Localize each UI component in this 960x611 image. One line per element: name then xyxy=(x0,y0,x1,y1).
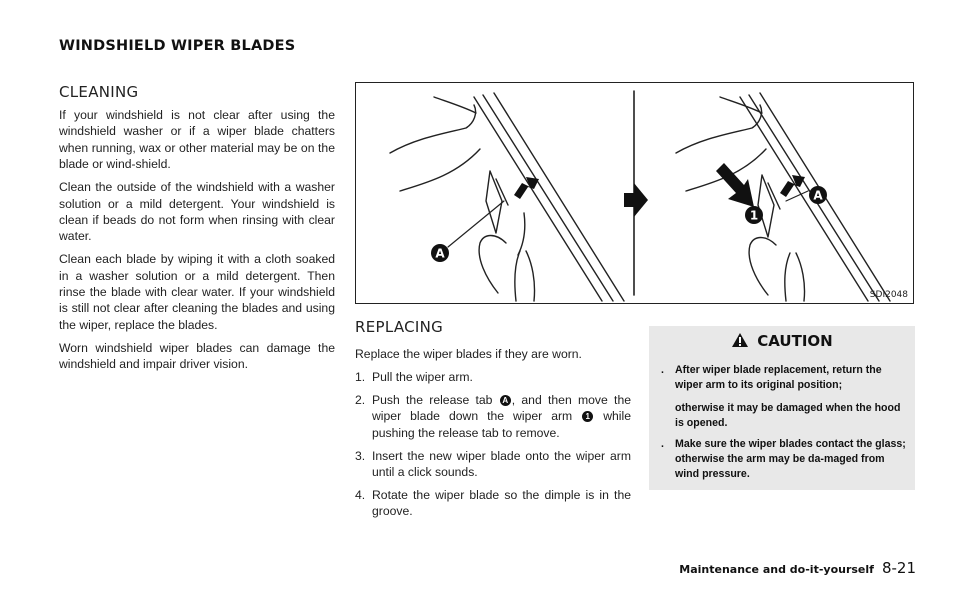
cleaning-paragraph: Clean the outside of the windshield with a washer solution or a mild detergent. Your windshield is clean if beads do not form when rinsing with clear water. xyxy=(59,180,335,244)
footer-section: Maintenance and do-it-yourself xyxy=(679,563,874,576)
caution-header xyxy=(649,332,915,352)
step-text-part: , and then move the wiper blade down the wiper arm xyxy=(372,392,632,424)
step-text-part: Push the release tab xyxy=(372,392,493,407)
replacing-heading: REPLACING xyxy=(355,318,444,336)
step-item xyxy=(355,487,631,520)
step-text: Rotate the wiper blade so the dimple is in the groove. xyxy=(372,487,631,519)
replacing-intro: Replace the wiper blades if they are worn. xyxy=(355,347,582,361)
svg-text:1: 1 xyxy=(749,208,759,223)
caution-text: Make sure the wiper blades contact the glass; otherwise the arm may be da-maged from wind pressure. xyxy=(675,438,906,480)
page-number: 8-21 xyxy=(881,559,916,577)
page-footer xyxy=(679,558,916,577)
section-title: WINDSHIELD WIPER BLADES xyxy=(59,38,296,54)
bullet-icon: . xyxy=(661,438,664,450)
wiper-illustration xyxy=(355,82,914,304)
cleaning-paragraph: Clean each blade by wiping it with a cloth soaked in a washer solution or a mild detergent. Then rinse the blade with clear water. If your windshield is still not clear after cleaning the blades and using the wiper, replace the blades. xyxy=(59,252,335,332)
step-text: Pull the wiper arm. xyxy=(372,369,473,384)
step-number: 4. xyxy=(355,487,366,502)
caution-item xyxy=(661,363,909,431)
bullet-icon: . xyxy=(661,364,664,376)
replacing-text xyxy=(355,346,631,526)
caution-text: otherwise it may be damaged when the hood is opened. xyxy=(675,402,901,429)
step-text xyxy=(372,392,631,441)
warning-icon xyxy=(731,332,749,352)
caution-title: CAUTION xyxy=(757,332,833,350)
wiper-illustration-drawing xyxy=(356,83,913,303)
caution-list xyxy=(661,363,909,488)
cleaning-paragraph: Worn windshield wiper blades can damage the windshield and impair driver vision. xyxy=(59,340,335,372)
step-text: Insert the new wiper blade onto the wiper arm until a click sounds. xyxy=(372,448,631,479)
cleaning-paragraph: If your windshield is not clear after using the windshield washer or if a wiper blade chatters when running, wax or other material may be on the blade or wind-shield. xyxy=(59,108,335,172)
caution-text: After wiper blade replacement, return the wiper arm to its original position; xyxy=(675,364,882,391)
figure-code: SDI2048 xyxy=(869,290,908,300)
step-item xyxy=(355,392,631,441)
label-a-badge: A xyxy=(500,395,511,406)
caution-item xyxy=(661,437,909,482)
step-number: 1. xyxy=(355,369,366,384)
caution-box xyxy=(649,326,915,490)
svg-text:A: A xyxy=(435,246,445,261)
step-item xyxy=(355,369,631,385)
label-1-badge: 1 xyxy=(582,411,593,422)
step-item xyxy=(355,448,631,481)
cleaning-heading: CLEANING xyxy=(59,83,139,101)
cleaning-text xyxy=(59,107,335,379)
step-text-part: while pushing the release tab to remove. xyxy=(372,409,631,440)
step-number: 2. xyxy=(355,392,366,407)
svg-text:A: A xyxy=(813,188,823,203)
step-number: 3. xyxy=(355,448,366,463)
